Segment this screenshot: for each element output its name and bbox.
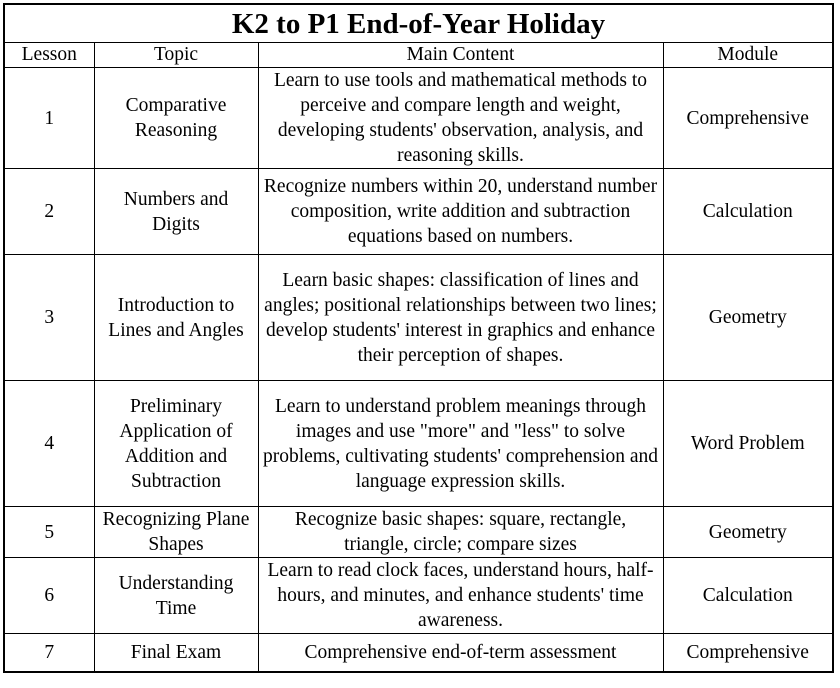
lesson-content: Comprehensive end-of-term assessment bbox=[258, 634, 663, 671]
lesson-topic: Preliminary Application of Addition and Subtraction bbox=[94, 381, 258, 507]
schedule-sheet bbox=[3, 3, 834, 673]
table-header-row bbox=[5, 43, 832, 68]
lesson-number: 1 bbox=[5, 68, 94, 169]
lesson-module: Comprehensive bbox=[663, 68, 832, 169]
lesson-content: Recognize basic shapes: square, rectangle, triangle, circle; compare sizes bbox=[258, 507, 663, 558]
table-row bbox=[5, 381, 832, 507]
lesson-number: 6 bbox=[5, 558, 94, 634]
lesson-module: Geometry bbox=[663, 507, 832, 558]
table-row bbox=[5, 634, 832, 671]
lesson-content: Learn basic shapes: classification of lines and angles; positional relationships between two lines; develop students' interest in graphics and enhance their perception of shapes. bbox=[258, 255, 663, 381]
table-row bbox=[5, 68, 832, 169]
lesson-module: Word Problem bbox=[663, 381, 832, 507]
lesson-number: 2 bbox=[5, 169, 94, 255]
lesson-number: 4 bbox=[5, 381, 94, 507]
table-row bbox=[5, 507, 832, 558]
lesson-content: Recognize numbers within 20, understand number composition, write addition and subtraction equations based on numbers. bbox=[258, 169, 663, 255]
lesson-number: 5 bbox=[5, 507, 94, 558]
lesson-table bbox=[5, 43, 832, 671]
column-header-main-content: Main Content bbox=[258, 43, 663, 68]
lesson-topic: Introduction to Lines and Angles bbox=[94, 255, 258, 381]
lesson-number: 3 bbox=[5, 255, 94, 381]
table-row bbox=[5, 169, 832, 255]
table-row bbox=[5, 558, 832, 634]
column-header-topic: Topic bbox=[94, 43, 258, 68]
lesson-number: 7 bbox=[5, 634, 94, 671]
page-title: K2 to P1 End-of-Year Holiday bbox=[5, 5, 832, 43]
lesson-topic: Numbers and Digits bbox=[94, 169, 258, 255]
lesson-topic: Comparative Reasoning bbox=[94, 68, 258, 169]
column-header-lesson: Lesson bbox=[5, 43, 94, 68]
table-row bbox=[5, 255, 832, 381]
lesson-content: Learn to read clock faces, understand hours, half-hours, and minutes, and enhance students' time awareness. bbox=[258, 558, 663, 634]
lesson-content: Learn to understand problem meanings through images and use "more" and "less" to solve problems, cultivating students' comprehension and language expression skills. bbox=[258, 381, 663, 507]
lesson-topic: Understanding Time bbox=[94, 558, 258, 634]
lesson-module: Calculation bbox=[663, 169, 832, 255]
lesson-topic: Final Exam bbox=[94, 634, 258, 671]
lesson-module: Geometry bbox=[663, 255, 832, 381]
lesson-module: Comprehensive bbox=[663, 634, 832, 671]
lesson-module: Calculation bbox=[663, 558, 832, 634]
lesson-topic: Recognizing Plane Shapes bbox=[94, 507, 258, 558]
column-header-module: Module bbox=[663, 43, 832, 68]
lesson-content: Learn to use tools and mathematical methods to perceive and compare length and weight, developing students' observation, analysis, and reasoning skills. bbox=[258, 68, 663, 169]
